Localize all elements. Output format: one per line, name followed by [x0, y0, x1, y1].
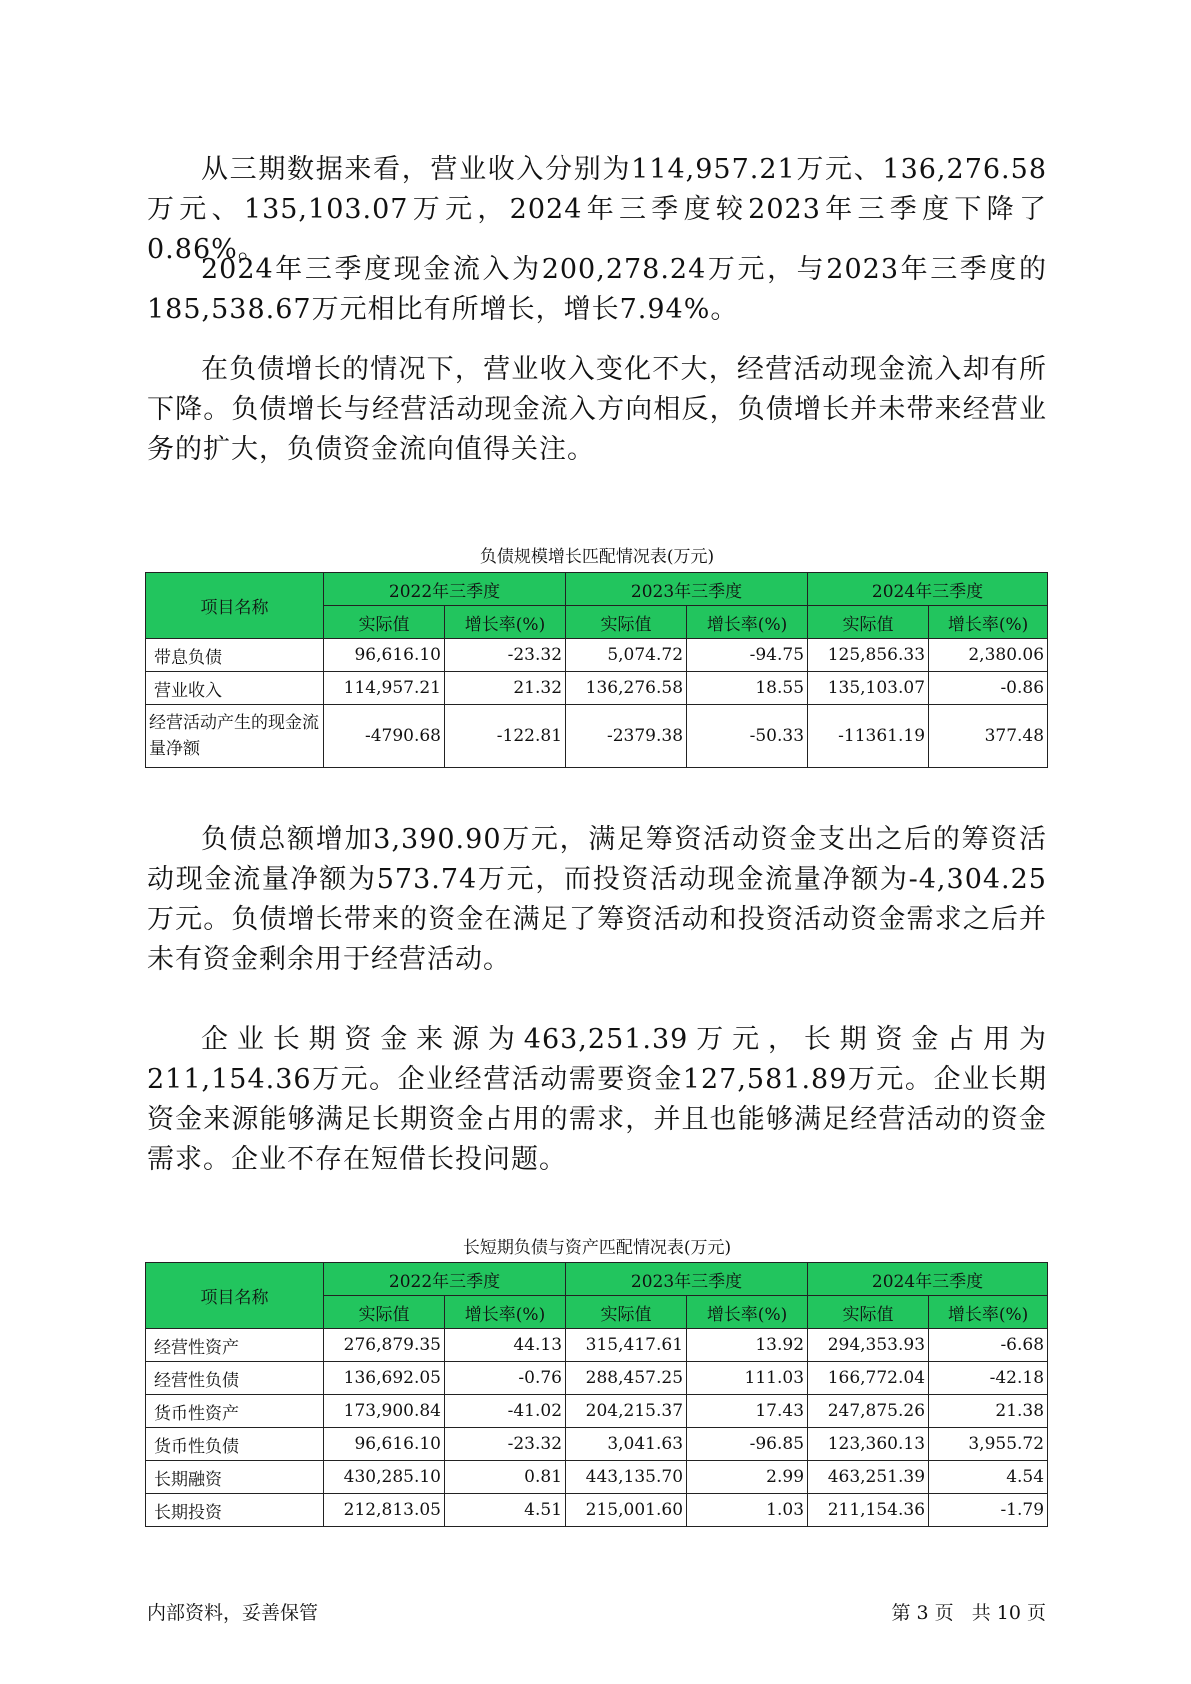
cell-value: 17.43 [687, 1395, 808, 1428]
table1-header-item: 项目名称 [146, 573, 324, 639]
cell-value: -42.18 [929, 1362, 1048, 1395]
row-label: 带息负债 [146, 639, 324, 672]
cell-value: 21.32 [445, 672, 566, 705]
cell-value: -0.76 [445, 1362, 566, 1395]
table1-header-period-2023: 2023年三季度 [566, 573, 808, 606]
row-label: 经营性负债 [146, 1362, 324, 1395]
paragraph-revenue: 从三期数据来看，营业收入分别为114,957.21万元、136,276.58万元、135,103.07万元，2024年三季度较2023年三季度下降了0.86%。 [147, 154, 1047, 265]
row-label: 营业收入 [146, 672, 324, 705]
row-label: 长期投资 [146, 1494, 324, 1527]
cell-value: 96,616.10 [324, 1428, 445, 1461]
cell-value: 111.03 [687, 1362, 808, 1395]
cell-value: -0.86 [929, 672, 1048, 705]
row-label: 货币性资产 [146, 1395, 324, 1428]
cell-value: 443,135.70 [566, 1461, 687, 1494]
cell-value: 3,041.63 [566, 1428, 687, 1461]
cell-value: 315,417.61 [566, 1329, 687, 1362]
cell-value: 123,360.13 [808, 1428, 929, 1461]
row-label: 货币性负债 [146, 1428, 324, 1461]
cell-value: 4.51 [445, 1494, 566, 1527]
cell-value: 114,957.21 [324, 672, 445, 705]
cell-value: -23.32 [445, 1428, 566, 1461]
cell-value: 4.54 [929, 1461, 1048, 1494]
cell-value: 288,457.25 [566, 1362, 687, 1395]
table-row [146, 1329, 1048, 1362]
cell-value: 5,074.72 [566, 639, 687, 672]
table2-header-actual: 实际值 [808, 1296, 929, 1329]
debt-growth-table [145, 572, 1048, 768]
table1-header-growth: 增长率(%) [929, 606, 1048, 639]
table1-header-actual: 实际值 [566, 606, 687, 639]
cell-value: 0.81 [445, 1461, 566, 1494]
table2-header-period-2023: 2023年三季度 [566, 1263, 808, 1296]
row-label: 长期融资 [146, 1461, 324, 1494]
footer-confidential-note: 内部资料，妥善保管 [147, 1602, 319, 1624]
cell-value: 166,772.04 [808, 1362, 929, 1395]
table-row [146, 1461, 1048, 1494]
table1-header-growth: 增长率(%) [687, 606, 808, 639]
table-row [146, 1395, 1048, 1428]
cell-value: -2379.38 [566, 705, 687, 768]
table-row [146, 1428, 1048, 1461]
table-row [146, 1362, 1048, 1395]
cell-value: -23.32 [445, 639, 566, 672]
cell-value: 173,900.84 [324, 1395, 445, 1428]
cell-value: -11361.19 [808, 705, 929, 768]
cell-value: 212,813.05 [324, 1494, 445, 1527]
table2-header-period-2022: 2022年三季度 [324, 1263, 566, 1296]
cell-value: 294,353.93 [808, 1329, 929, 1362]
cell-value: 136,276.58 [566, 672, 687, 705]
table2-header-growth: 增长率(%) [445, 1296, 566, 1329]
table-row [146, 639, 1048, 672]
table2-header-growth: 增长率(%) [929, 1296, 1048, 1329]
asset-liability-match-table [145, 1262, 1048, 1527]
table1-header-actual: 实际值 [808, 606, 929, 639]
cell-value: -96.85 [687, 1428, 808, 1461]
cell-value: 44.13 [445, 1329, 566, 1362]
table-row [146, 705, 1048, 768]
cell-value: 463,251.39 [808, 1461, 929, 1494]
cell-value: 2,380.06 [929, 639, 1048, 672]
cell-value: 135,103.07 [808, 672, 929, 705]
cell-value: -6.68 [929, 1329, 1048, 1362]
cell-value: -122.81 [445, 705, 566, 768]
cell-value: 377.48 [929, 705, 1048, 768]
cell-value: -1.79 [929, 1494, 1048, 1527]
cell-value: 1.03 [687, 1494, 808, 1527]
table2-header-period-2024: 2024年三季度 [808, 1263, 1048, 1296]
table2-header-actual: 实际值 [324, 1296, 445, 1329]
cell-value: 430,285.10 [324, 1461, 445, 1494]
paragraph-total-debt: 负债总额增加3,390.90万元，满足筹资活动资金支出之后的筹资活动现金流量净额为573.74万元，而投资活动现金流量净额为-4,304.25万元。负债增长带来的资金在满足了筹资活动和投资活动资金需求之后并未有资金剩余用于经营活动。 [147, 824, 1047, 975]
cell-value: 18.55 [687, 672, 808, 705]
cell-value: -50.33 [687, 705, 808, 768]
cell-value: 136,692.05 [324, 1362, 445, 1395]
cell-value: 21.38 [929, 1395, 1048, 1428]
cell-value: 215,001.60 [566, 1494, 687, 1527]
table1-title: 负债规模增长匹配情况表(万元) [479, 547, 715, 567]
table-row [146, 672, 1048, 705]
table2-header-item: 项目名称 [146, 1263, 324, 1329]
table2-header-actual: 实际值 [566, 1296, 687, 1329]
table1-header-period-2022: 2022年三季度 [324, 573, 566, 606]
table-row [146, 1494, 1048, 1527]
paragraph-cash-inflow: 2024年三季度现金流入为200,278.24万元，与2023年三季度的185,538.67万元相比有所增长，增长7.94%。 [147, 254, 1047, 325]
paragraph-long-term-funds: 企业长期资金来源为463,251.39万元，长期资金占用为211,154.36万元。企业经营活动需要资金127,581.89万元。企业长期资金来源能够满足长期资金占用的需求，并且也能够满足经营活动的资金需求。企业不存在短借长投问题。 [147, 1024, 1047, 1175]
cell-value: 276,879.35 [324, 1329, 445, 1362]
table2-title: 长短期负债与资产匹配情况表(万元) [462, 1238, 732, 1258]
cell-value: -41.02 [445, 1395, 566, 1428]
cell-value: 96,616.10 [324, 639, 445, 672]
table2-header-growth: 增长率(%) [687, 1296, 808, 1329]
table1-header-period-2024: 2024年三季度 [808, 573, 1048, 606]
cell-value: 204,215.37 [566, 1395, 687, 1428]
cell-value: 125,856.33 [808, 639, 929, 672]
cell-value: 2.99 [687, 1461, 808, 1494]
footer-page-number: 第 3 页 共 10 页 [891, 1602, 1046, 1624]
row-label: 经营活动产生的现金流量净额 [146, 705, 324, 768]
cell-value: -94.75 [687, 639, 808, 672]
table1-header-actual: 实际值 [324, 606, 445, 639]
cell-value: -4790.68 [324, 705, 445, 768]
cell-value: 13.92 [687, 1329, 808, 1362]
row-label: 经营性资产 [146, 1329, 324, 1362]
paragraph-debt-growth: 在负债增长的情况下，营业收入变化不大，经营活动现金流入却有所下降。负债增长与经营活动现金流入方向相反，负债增长并未带来经营业务的扩大，负债资金流向值得关注。 [147, 354, 1047, 465]
cell-value: 211,154.36 [808, 1494, 929, 1527]
cell-value: 247,875.26 [808, 1395, 929, 1428]
cell-value: 3,955.72 [929, 1428, 1048, 1461]
table1-header-growth: 增长率(%) [445, 606, 566, 639]
